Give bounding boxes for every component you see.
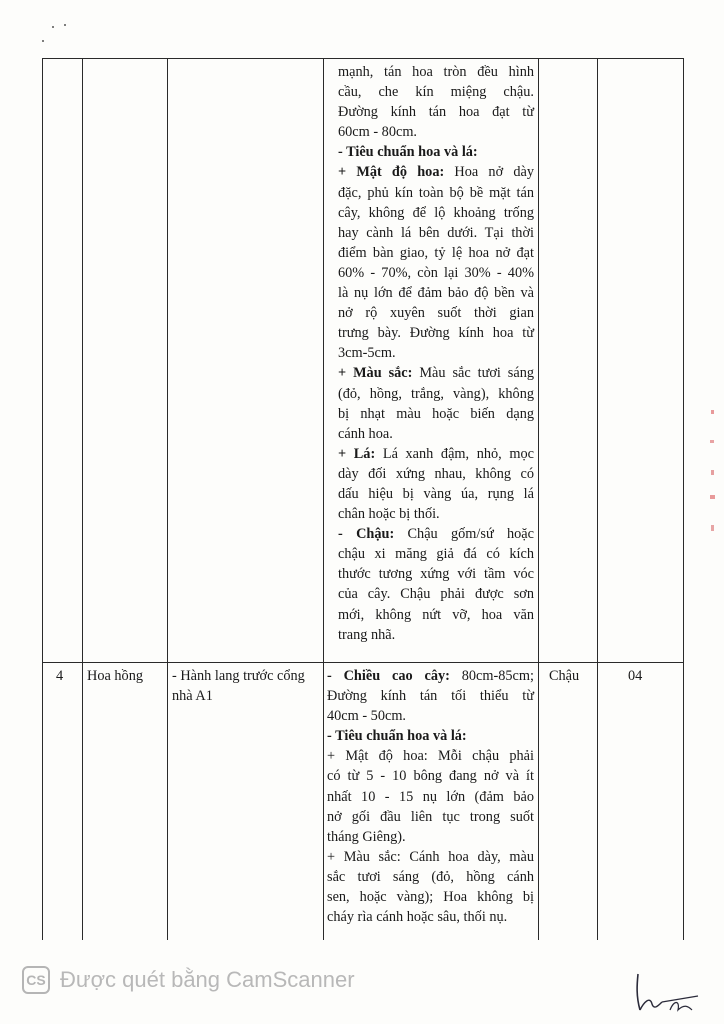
text-line: chân hoặc bị thối. [338, 506, 440, 523]
scan-speck [64, 24, 66, 26]
text-line: Đường kính tán tối thiểu từ [327, 688, 534, 705]
text-run: Màu sắc tươi sáng [412, 365, 534, 382]
text-line: sắc tươi sáng (đỏ, hồng cánh [327, 868, 534, 885]
table-col-divider [167, 58, 168, 940]
text-line [338, 444, 534, 464]
bold-label: - Chậu: [338, 526, 395, 543]
text-line: tháng Giêng). [327, 828, 406, 845]
text-line: - Tiêu chuẩn hoa và lá: [327, 728, 467, 745]
text-line: dày đối xứng nhau, không có [338, 465, 534, 482]
scanner-text: Được quét bằng CamScanner [60, 967, 355, 992]
text-line [338, 363, 534, 383]
plant-name: Hoa hồng [87, 668, 143, 684]
text-line: cây, không để lộ khoảng trống [338, 204, 534, 221]
text-line: nhất 10 - 15 nụ lớn (đảm bảo [327, 788, 534, 805]
location-line-1: - Hành lang trước cổng [172, 668, 305, 684]
text-line: điểm bàn giao, tỷ lệ hoa nở đạt [338, 244, 534, 261]
text-line: trưng bày. Đường kính hoa từ [338, 325, 534, 342]
text-line: có từ 5 - 10 bông đang nở và ít [327, 768, 534, 785]
table-border-left [42, 58, 43, 940]
handwritten-signature [628, 966, 708, 1016]
text-line [327, 666, 534, 686]
text-line [338, 524, 534, 544]
text-line: dấu hiệu bị vàng úa, rụng lá [338, 485, 534, 502]
text-line: thước tương xứng với tầm vóc [338, 566, 534, 583]
text-line: Đường kính tán hoa đạt từ [338, 104, 534, 121]
text-run: 80cm-85cm; [449, 668, 534, 684]
scan-speck [52, 26, 54, 28]
text-line: mới, không nứt vỡ, hoa văn [338, 606, 534, 623]
text-run: Chậu gốm/sứ hoặc [394, 526, 534, 543]
camscanner-watermark [22, 966, 355, 994]
text-line: 60cm - 80cm. [338, 124, 418, 141]
table-col-divider [597, 58, 598, 940]
text-line: 40cm - 50cm. [327, 708, 407, 725]
description-cell-continued [338, 62, 534, 645]
text-line: chậu xi măng giả đá có kích [338, 546, 534, 563]
camscanner-logo: CS [22, 966, 50, 994]
bold-label: + Màu sắc: [338, 365, 413, 382]
text-line: bị nhạt màu hoặc biến dạng [338, 405, 534, 422]
text-line: hay cành lá bên dưới. Tại thời [338, 224, 534, 241]
description-cell-row4 [327, 666, 534, 927]
bold-label: + Mật độ hoa: [338, 164, 445, 181]
text-line: nở gối đầu liên tục trong suốt [327, 808, 534, 825]
text-line: cầu, che kín miệng chậu. [338, 84, 534, 101]
quantity-cell: 04 [628, 668, 643, 684]
row-number: 4 [56, 668, 64, 684]
stamp-bleed-mark [706, 400, 720, 560]
table-border-top [42, 58, 684, 59]
text-line: của cây. Chậu phải được sơn [338, 586, 534, 603]
text-line: cánh hoa. [338, 425, 393, 442]
table-col-divider [538, 58, 539, 940]
table-row-divider [42, 662, 684, 663]
text-line: 60% - 70%, còn lại 30% - 40% [338, 264, 534, 281]
location-cell [172, 666, 305, 706]
text-line: trang nhã. [338, 626, 396, 643]
text-line: đặc, phủ kín toàn bộ bề mặt tán [338, 184, 534, 201]
text-run: Lá xanh đậm, nhỏ, mọc [375, 445, 534, 462]
bold-label: + Lá: [338, 445, 376, 462]
location-line-2: nhà A1 [172, 688, 213, 705]
text-line: cháy rìa cánh hoặc sâu, thối nụ. [327, 909, 508, 926]
text-line: + Màu sắc: Cánh hoa dày, màu [327, 848, 534, 865]
text-run: Hoa nở dày [444, 164, 534, 181]
scan-speck [42, 40, 44, 42]
unit-cell: Chậu [549, 668, 580, 684]
table-col-divider [82, 58, 83, 940]
table-col-divider [323, 58, 324, 940]
bold-label: - Chiều cao cây: [327, 668, 450, 684]
text-line: 3cm-5cm. [338, 345, 396, 362]
text-line: sen, hoặc vàng); Hoa không bị [327, 889, 534, 906]
text-line: + Mật độ hoa: Mỗi chậu phải [327, 748, 534, 765]
text-line [338, 162, 534, 182]
text-line: (đỏ, hồng, trắng, vàng), không [338, 385, 534, 402]
table-border-right [683, 58, 684, 940]
text-line: - Tiêu chuẩn hoa và lá: [338, 144, 478, 161]
text-line: mạnh, tán hoa tròn đều hình [338, 64, 534, 80]
text-line: là nụ lớn để đảm bảo độ bền và [338, 285, 534, 302]
text-line: nở rộ xuyên suốt thời gian [338, 305, 534, 322]
